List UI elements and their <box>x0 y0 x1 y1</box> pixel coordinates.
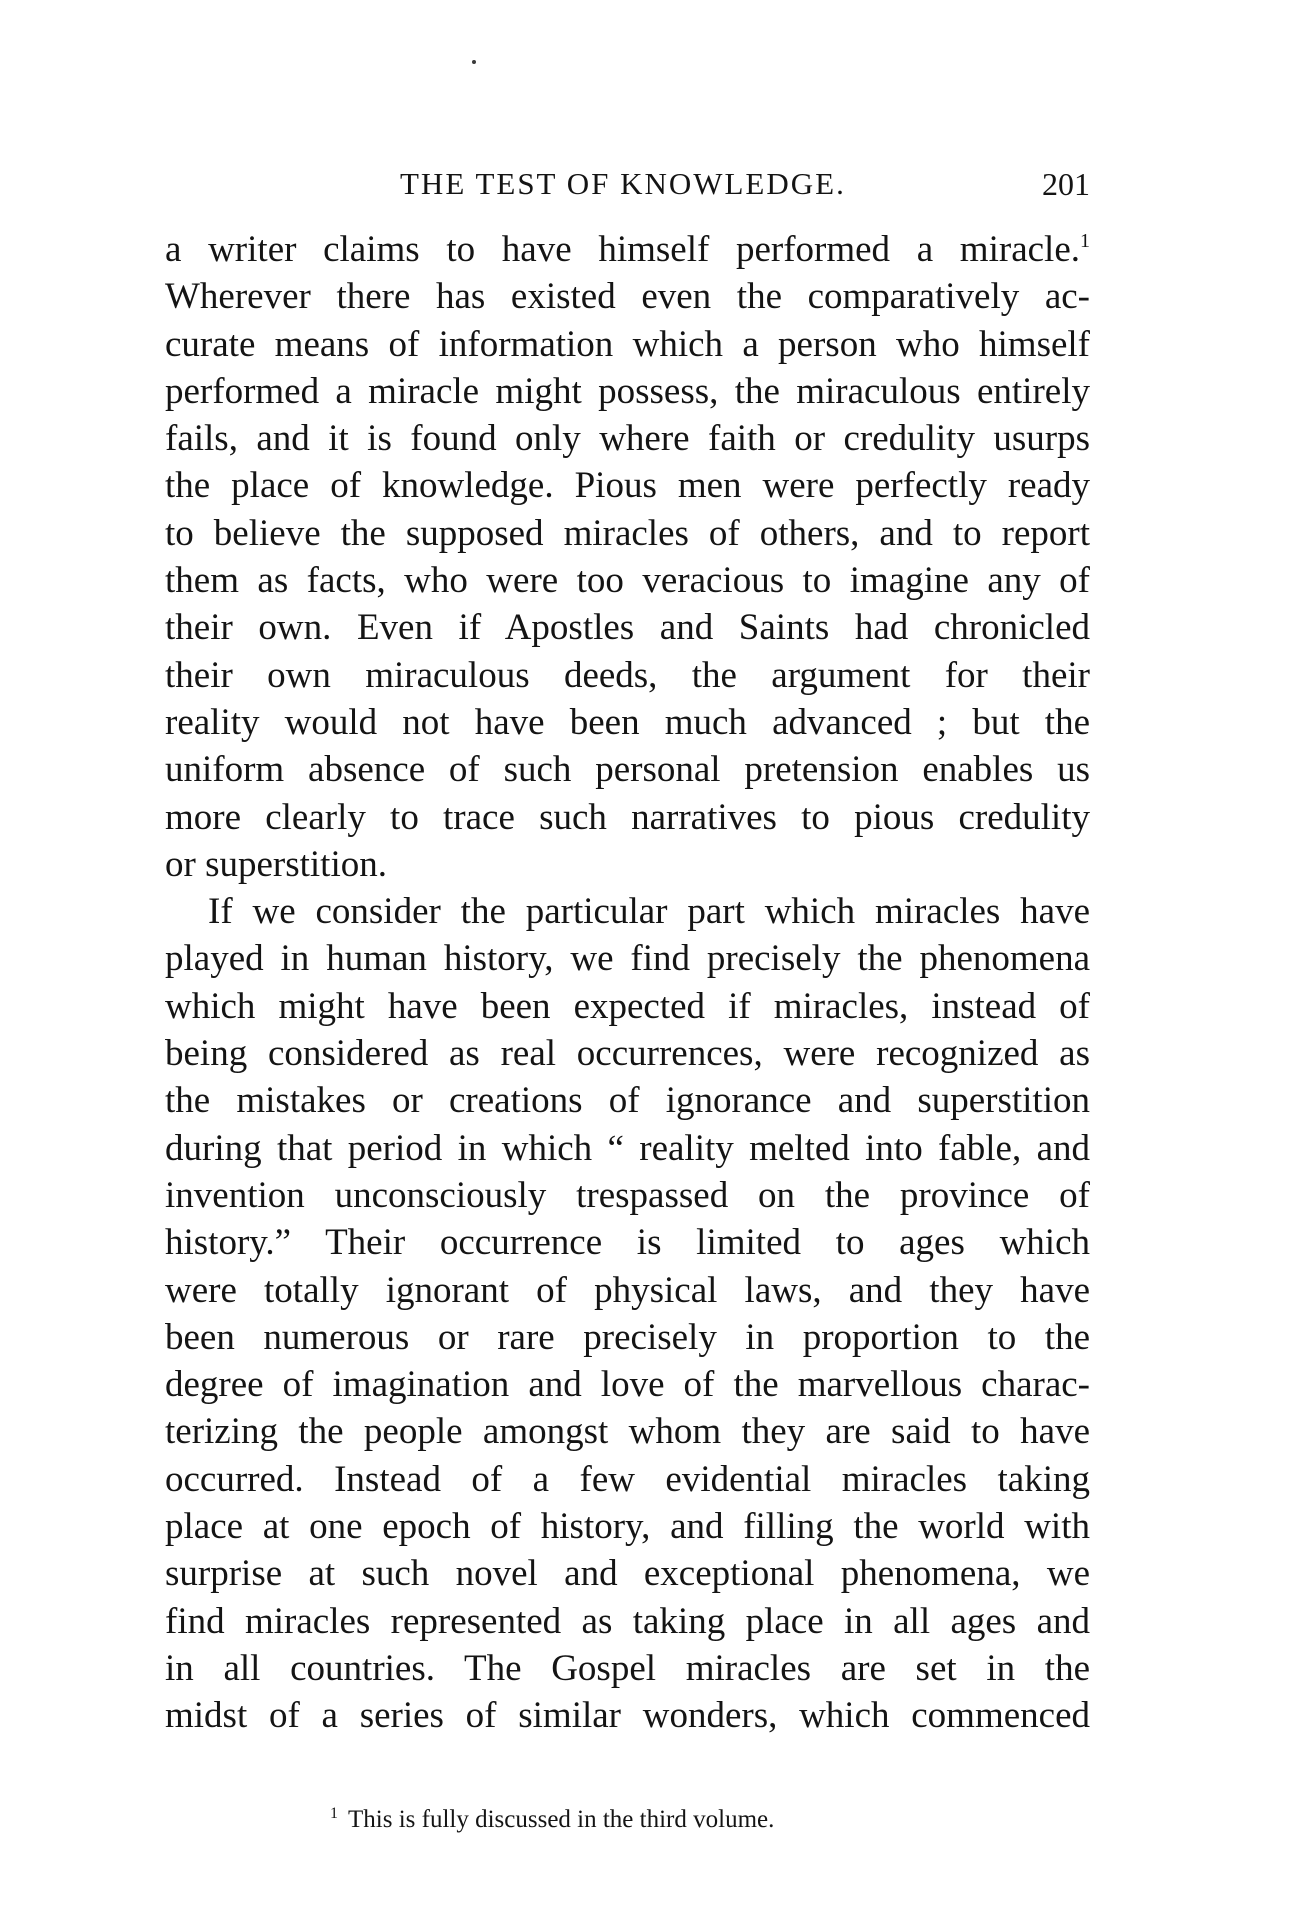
text-line: the place of knowledge. Pious men were perfectly ready <box>165 465 1090 507</box>
text-line: their own. Even if Apostles and Saints had chronicled <box>165 607 1090 649</box>
text-line: degree of imagination and love of the marvellous charac- <box>165 1364 1090 1406</box>
text-line: during that period in which “ reality melted into fable, and <box>165 1127 1090 1169</box>
text-line: uniform absence of such personal pretension enables us <box>165 749 1090 791</box>
text-line: curate means of information which a person who himself <box>165 323 1090 365</box>
text-line: terizing the people amongst whom they are said to have <box>165 1411 1090 1453</box>
text-line: or superstition. <box>165 843 387 885</box>
text-line: If we consider the particular part which miracles have <box>208 891 1090 933</box>
body-text <box>165 226 1090 1740</box>
text-line: find miracles represented as taking place in all ages and <box>165 1600 1090 1642</box>
running-title: THE TEST OF KNOWLEDGE. <box>400 166 846 201</box>
text-line: their own miraculous deeds, the argument for their <box>165 654 1090 696</box>
text-line: history.” Their occurrence is limited to ages which <box>165 1222 1090 1264</box>
footnote-text: This is fully discussed in the third volume. <box>348 1806 775 1833</box>
text-line: to believe the supposed miracles of others, and to report <box>165 512 1090 554</box>
footnote-reference: 1 <box>1080 230 1090 252</box>
text-line: performed a miracle might possess, the miraculous entirely <box>165 370 1090 412</box>
text-line <box>165 226 1090 273</box>
text-line: being considered as real occurrences, were recognized as <box>165 1033 1090 1075</box>
text-line: in all countries. The Gospel miracles are set in the <box>165 1647 1090 1689</box>
footnote <box>330 1803 774 1837</box>
text-line: surprise at such novel and exceptional phenomena, we <box>165 1553 1090 1595</box>
print-speck <box>472 60 476 64</box>
page-number: 201 <box>1042 166 1090 202</box>
text-line: more clearly to trace such narratives to pious credulity <box>165 796 1090 838</box>
text-line: been numerous or rare precisely in proportion to the <box>165 1316 1090 1358</box>
text-line: fails, and it is found only where faith or credulity usurps <box>165 418 1090 460</box>
footnote-marker: 1 <box>330 1805 338 1822</box>
text-line: were totally ignorant of physical laws, and they have <box>165 1269 1090 1311</box>
text-line: occurred. Instead of a few evidential miracles taking <box>165 1458 1090 1500</box>
text-line: the mistakes or creations of ignorance and superstition <box>165 1080 1090 1122</box>
text-line: reality would not have been much advanced ; but the <box>165 701 1090 743</box>
text-line: them as facts, who were too veracious to imagine any of <box>165 560 1090 602</box>
text-line: played in human history, we find precisely the phenomena <box>165 938 1090 980</box>
running-header <box>160 162 1090 206</box>
text-line: invention unconsciously trespassed on the province of <box>165 1174 1090 1216</box>
text-line: which might have been expected if miracles, instead of <box>165 985 1090 1027</box>
text-line-content: a writer claims to have himself performed a miracle. <box>165 229 1080 270</box>
text-line: Wherever there has existed even the comparatively ac- <box>165 276 1090 318</box>
text-line: place at one epoch of history, and filling the world with <box>165 1506 1090 1548</box>
text-line: midst of a series of similar wonders, which commenced <box>165 1695 1090 1737</box>
